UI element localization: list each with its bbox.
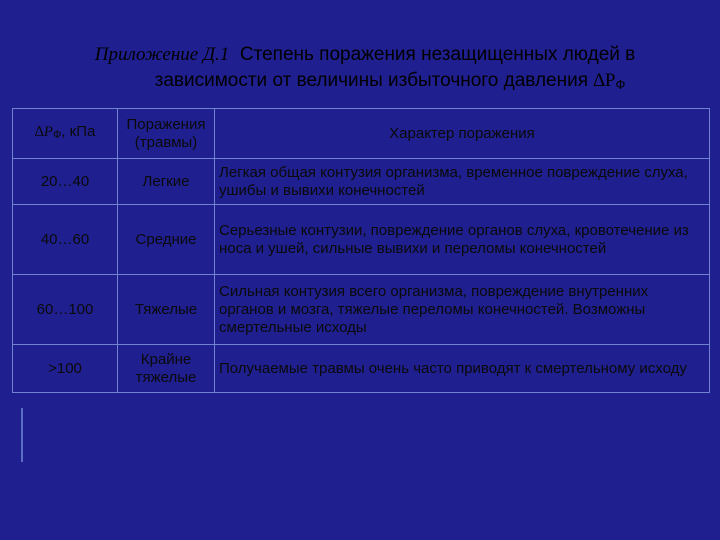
row-pressure: 40…60: [13, 205, 118, 275]
row-description: Легкая общая контузия организма, временное повреждение слуха, ушибы и вывихи конечностей: [215, 159, 710, 205]
header-pressure: [13, 109, 118, 159]
header-injury: [118, 109, 215, 159]
row-description: Сильная контузия всего организма, повреждение внутренних органов и мозга, тяжелые переломы конечностей. Возможны смертельные исходы: [215, 275, 710, 345]
table-row: [13, 159, 710, 205]
row-description: Серьезные контузии, повреждение органов слуха, кровотечение из носа и ушей, сильные вывихи и переломы конечностей: [215, 205, 710, 275]
injury-table: [12, 108, 710, 393]
appendix-label: Приложение Д.1: [94, 44, 230, 65]
header-pressure-unit: , кПа: [61, 123, 96, 140]
title-line2: зависимости от величины избыточного давления: [154, 70, 588, 91]
header-pressure-sub: Ф: [52, 129, 62, 141]
header-injury-line1: Поражения: [126, 115, 206, 133]
decorative-line: [21, 408, 23, 462]
header-injury-line2: (травмы): [134, 133, 198, 151]
row-description: Получаемые травмы очень часто приводят к смертельному исходу: [215, 345, 710, 393]
row-pressure: >100: [13, 345, 118, 393]
table-row: [13, 275, 710, 345]
page-title: [0, 42, 720, 98]
title-line1: Степень поражения незащищенных людей в: [239, 44, 636, 65]
row-injury: Крайне тяжелые: [118, 345, 215, 393]
header-pressure-symbol: ∆P: [34, 124, 53, 140]
row-pressure: 20…40: [13, 159, 118, 205]
header-character: Характер поражения: [215, 109, 710, 159]
table-row: [13, 205, 710, 275]
row-injury: Средние: [118, 205, 215, 275]
row-pressure: 60…100: [13, 275, 118, 345]
row-injury: Тяжелые: [118, 275, 215, 345]
table-row: [13, 345, 710, 393]
pressure-symbol: ∆P: [593, 70, 616, 91]
table-header-row: [13, 109, 710, 159]
row-injury: Легкие: [118, 159, 215, 205]
pressure-symbol-sub: Ф: [615, 77, 626, 92]
